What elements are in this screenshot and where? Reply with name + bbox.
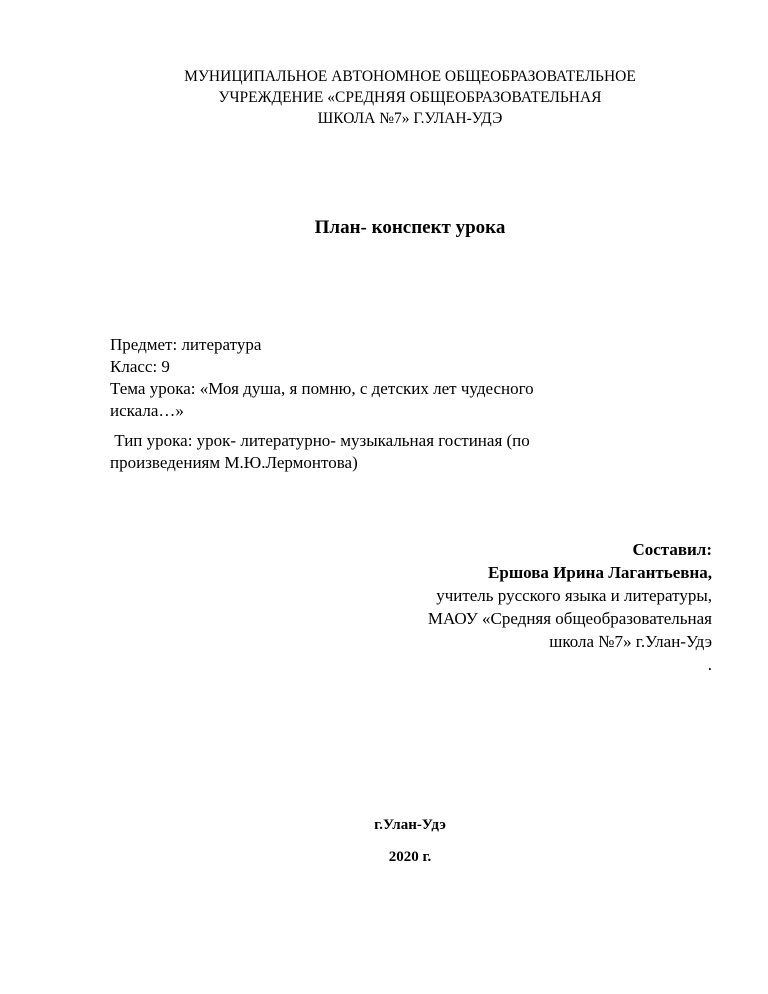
author-dot: . (707, 655, 712, 674)
topic-line-2: искала…» (110, 401, 184, 420)
author-org-line-2: школа №7» г.Улан-Удэ (549, 632, 712, 651)
author-position: учитель русского языка и литературы, (436, 586, 712, 605)
footer-year: 2020 г. (388, 849, 432, 865)
header-line-1: МУНИЦИПАЛЬНОЕ АВТОНОМНОЕ ОБЩЕОБРАЗОВАТЕЛЬНОЕ (184, 68, 636, 85)
lesson-type (110, 430, 670, 474)
subject-line: Предмет: литература (110, 335, 262, 354)
footer-city: г.Улан-Удэ (374, 817, 446, 833)
grade-line: Класс: 9 (110, 357, 170, 376)
document-title: План- конспект урока (314, 217, 506, 238)
author-block (300, 538, 712, 676)
lesson-info (110, 334, 670, 474)
author-org-line-1: МАОУ «Средняя общеобразовательная (427, 609, 712, 628)
author-label: Составил: (632, 540, 712, 559)
topic-line-1: Тема урока: «Моя душа, я помню, с детских лет чудесного (110, 379, 534, 398)
school-header (60, 66, 760, 129)
header-line-3: ШКОЛА №7» Г.УЛАН-УДЭ (317, 110, 503, 127)
author-name: Ершова Ирина Лагантьевна, (488, 563, 712, 582)
header-line-2: УЧРЕЖДЕНИЕ «СРЕДНЯЯ ОБЩЕОБРАЗОВАТЕЛЬНАЯ (218, 89, 602, 106)
type-line-2: произведениям М.Ю.Лермонтова) (110, 453, 358, 472)
type-line-1: Тип урока: урок- литературно- музыкальная гостиная (по (110, 431, 530, 450)
